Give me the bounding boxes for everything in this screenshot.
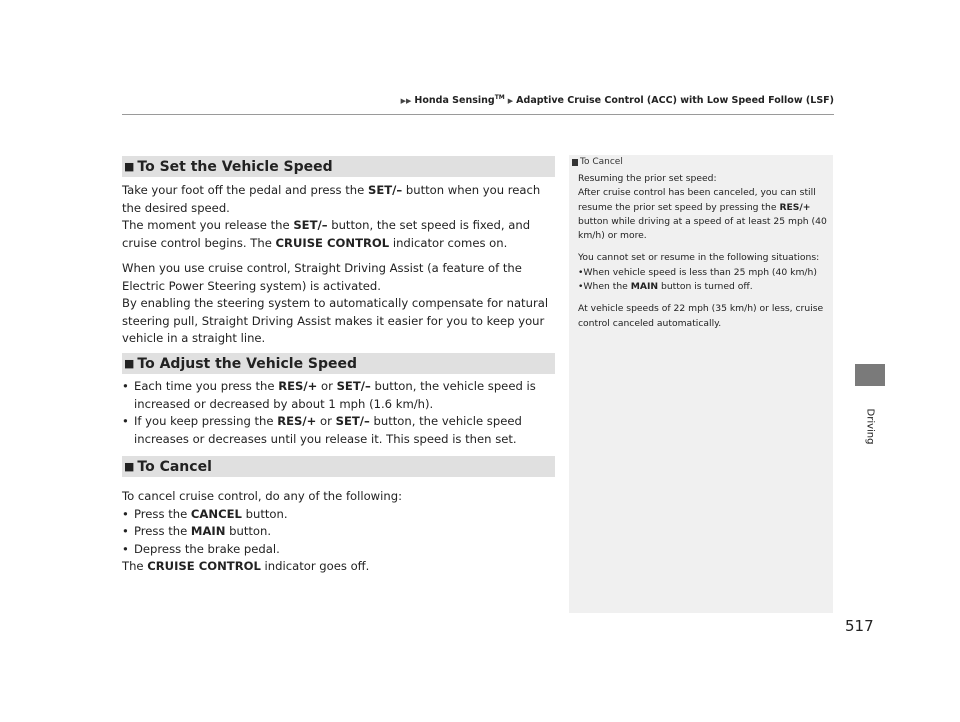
sidebar-text [578,172,828,331]
paragraph: The moment you release the SET/– button, the set speed is fixed, and cruise control begins. The CRUISE CONTROL indicator comes on. [122,218,531,250]
sidebar-bullet: •When the MAIN button is turned off. [578,281,753,293]
sidebar-auto-cancel-text: At vehicle speeds of 22 mph (35 km/h) or less, cruise control canceled automatically. [578,303,824,329]
adjust-speed-body [122,378,558,448]
square-bullet-icon: ■ [124,357,135,370]
section-tab-marker [855,364,885,386]
breadcrumb [0,94,834,106]
reference-icon [572,159,578,166]
page-number: 517 [845,617,874,635]
list-item: • Press the MAIN button. [122,524,272,538]
trademark-mark: TM [494,94,505,101]
section-label: Driving [864,408,876,444]
sidebar-resume-heading: Resuming the prior set speed: [578,173,717,184]
breadcrumb-part-honda-sensing: Honda Sensing [414,95,495,107]
breadcrumb-arrow-icon: ▶▶ [400,97,412,106]
sidebar-title: To Cancel [572,157,623,167]
paragraph: When you use cruise control, Straight Driving Assist (a feature of the Electric Power Steering system) is activated. [122,261,522,293]
paragraph: The CRUISE CONTROL indicator goes off. [122,559,370,573]
heading-adjust-speed: ■ To Adjust the Vehicle Speed [122,353,555,374]
paragraph: By enabling the steering system to automatically compensate for natural steering pull, Straight Driving Assist makes it easier for you to keep your vehicle in a straight line. [122,296,549,345]
sidebar-resume-text: After cruise control has been canceled, you can still resume the prior set speed by pressing the RES/+ button while driving at a speed of at least 25 mph (40 km/h) or more. [578,187,827,242]
breadcrumb-arrow-icon: ▶ [507,97,514,106]
heading-set-speed: ■ To Set the Vehicle Speed [122,156,555,177]
set-speed-body [122,182,558,348]
sidebar-situations-intro: You cannot set or resume in the following situations: [578,252,820,264]
cancel-body [122,488,558,576]
paragraph: Take your foot off the pedal and press the SET/– button when you reach the desired speed. [122,183,541,215]
breadcrumb-part-acc: Adaptive Cruise Control (ACC) with Low Speed Follow (LSF) [516,95,834,107]
sidebar-bullet: •When vehicle speed is less than 25 mph (40 km/h) [578,266,817,278]
list-item: • Press the CANCEL button. [122,506,288,521]
square-bullet-icon: ■ [124,160,135,173]
header-divider [122,114,834,115]
list-item: • Depress the brake pedal. [122,541,280,556]
heading-cancel: ■ To Cancel [122,456,555,477]
list-item: • Each time you press the RES/+ or SET/– button, the vehicle speed is increased or decreased by about 1 mph (1.6 km/h). [122,379,536,411]
list-item: • If you keep pressing the RES/+ or SET/– button, the vehicle speed increases or decreases until you release it. This speed is then set. [122,414,522,446]
paragraph: To cancel cruise control, do any of the following: [122,489,402,503]
square-bullet-icon: ■ [124,460,135,473]
